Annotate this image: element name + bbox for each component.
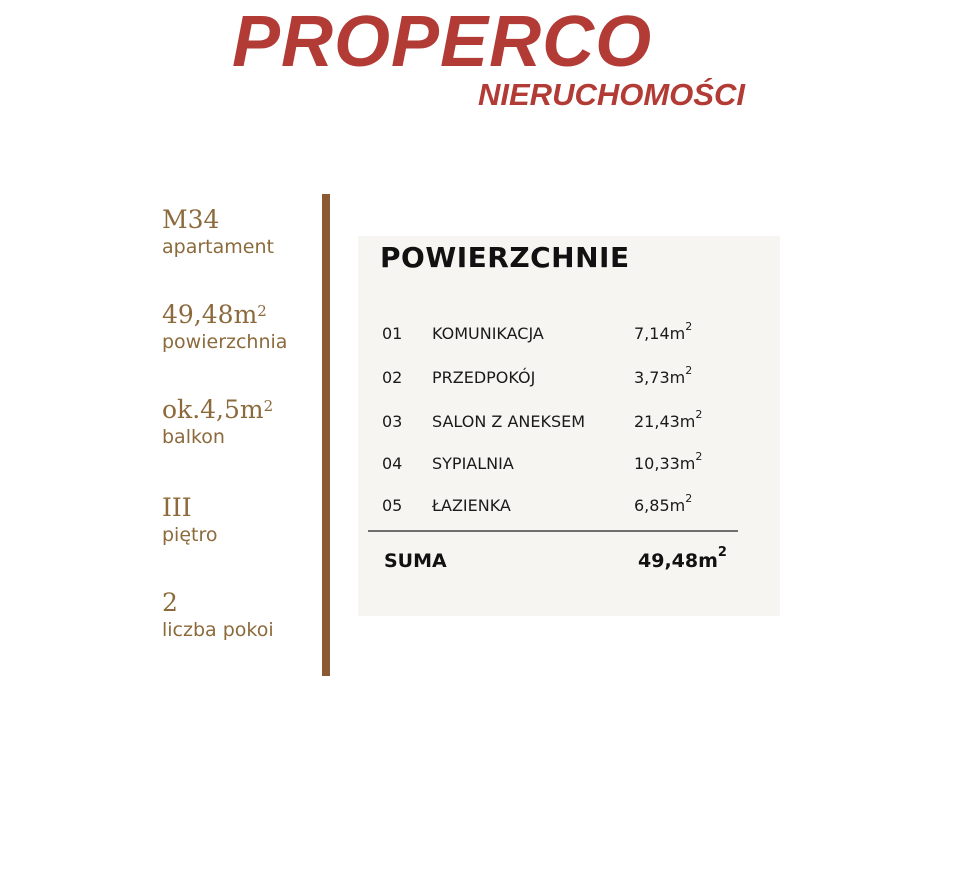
row-number: 05 — [382, 496, 403, 515]
stat-floor — [162, 493, 322, 547]
stat-value-text: ok.4,5m — [162, 395, 264, 424]
stat-area — [162, 300, 322, 354]
panel-title: POWIERZCHNIE — [380, 241, 630, 274]
row-area — [634, 364, 693, 387]
row-area-value: 21,43m — [634, 412, 696, 431]
stat-value-sup: 2 — [257, 302, 267, 320]
stat-value-text: 2 — [162, 588, 178, 617]
stat-value — [162, 205, 322, 235]
table-row — [358, 320, 780, 348]
row-area-sup: 2 — [685, 492, 693, 505]
sum-label: SUMA — [384, 550, 447, 572]
row-number: 02 — [382, 368, 403, 387]
sum-value-sup: 2 — [717, 545, 727, 560]
row-number: 01 — [382, 324, 403, 343]
row-name: ŁAZIENKA — [432, 496, 511, 515]
stat-rooms — [162, 588, 322, 642]
sum-value-text: 49,48m — [638, 550, 718, 572]
row-area — [634, 450, 703, 473]
row-area-sup: 2 — [685, 364, 693, 377]
stat-value-text: III — [162, 493, 192, 522]
table-row — [358, 408, 780, 436]
stat-label: piętro — [162, 524, 218, 546]
stat-label: liczba pokoi — [162, 619, 274, 641]
row-area — [634, 320, 693, 343]
row-number: 03 — [382, 412, 403, 431]
sum-separator — [368, 530, 738, 532]
stat-value-text: M34 — [162, 205, 220, 234]
vertical-divider — [322, 194, 330, 676]
stat-value-text: 49,48m — [162, 300, 258, 329]
row-area-value: 6,85m — [634, 496, 686, 515]
stat-balcony — [162, 395, 322, 449]
row-area-sup: 2 — [685, 320, 693, 333]
row-name: KOMUNIKACJA — [432, 324, 544, 343]
row-area-sup: 2 — [695, 408, 703, 421]
row-name: SALON Z ANEKSEM — [432, 412, 586, 431]
stat-value — [162, 395, 322, 425]
properco-logo — [232, 4, 752, 114]
logo-main-text: PROPERCO — [232, 2, 653, 82]
row-name: SYPIALNIA — [432, 454, 514, 473]
stat-value — [162, 493, 322, 523]
row-area-value: 3,73m — [634, 368, 686, 387]
stat-value — [162, 588, 322, 618]
sum-value — [638, 545, 727, 572]
stat-label: apartament — [162, 236, 274, 258]
stat-value-sup: 2 — [263, 397, 274, 415]
row-area — [634, 492, 693, 515]
stat-apartment — [162, 205, 322, 259]
stat-label: powierzchnia — [162, 331, 288, 353]
row-area — [634, 408, 703, 431]
row-number: 04 — [382, 454, 403, 473]
row-area-sup: 2 — [695, 450, 703, 463]
row-name: PRZEDPOKÓJ — [432, 368, 536, 387]
table-row — [358, 364, 780, 392]
table-row — [358, 450, 780, 478]
stat-label: balkon — [162, 426, 225, 448]
stat-value — [162, 300, 322, 330]
logo-sub-text: NIERUCHOMOŚCI — [478, 77, 745, 112]
row-area-value: 10,33m — [634, 454, 696, 473]
row-area-value: 7,14m — [634, 324, 686, 343]
surfaces-panel — [358, 236, 780, 616]
table-row — [358, 492, 780, 520]
